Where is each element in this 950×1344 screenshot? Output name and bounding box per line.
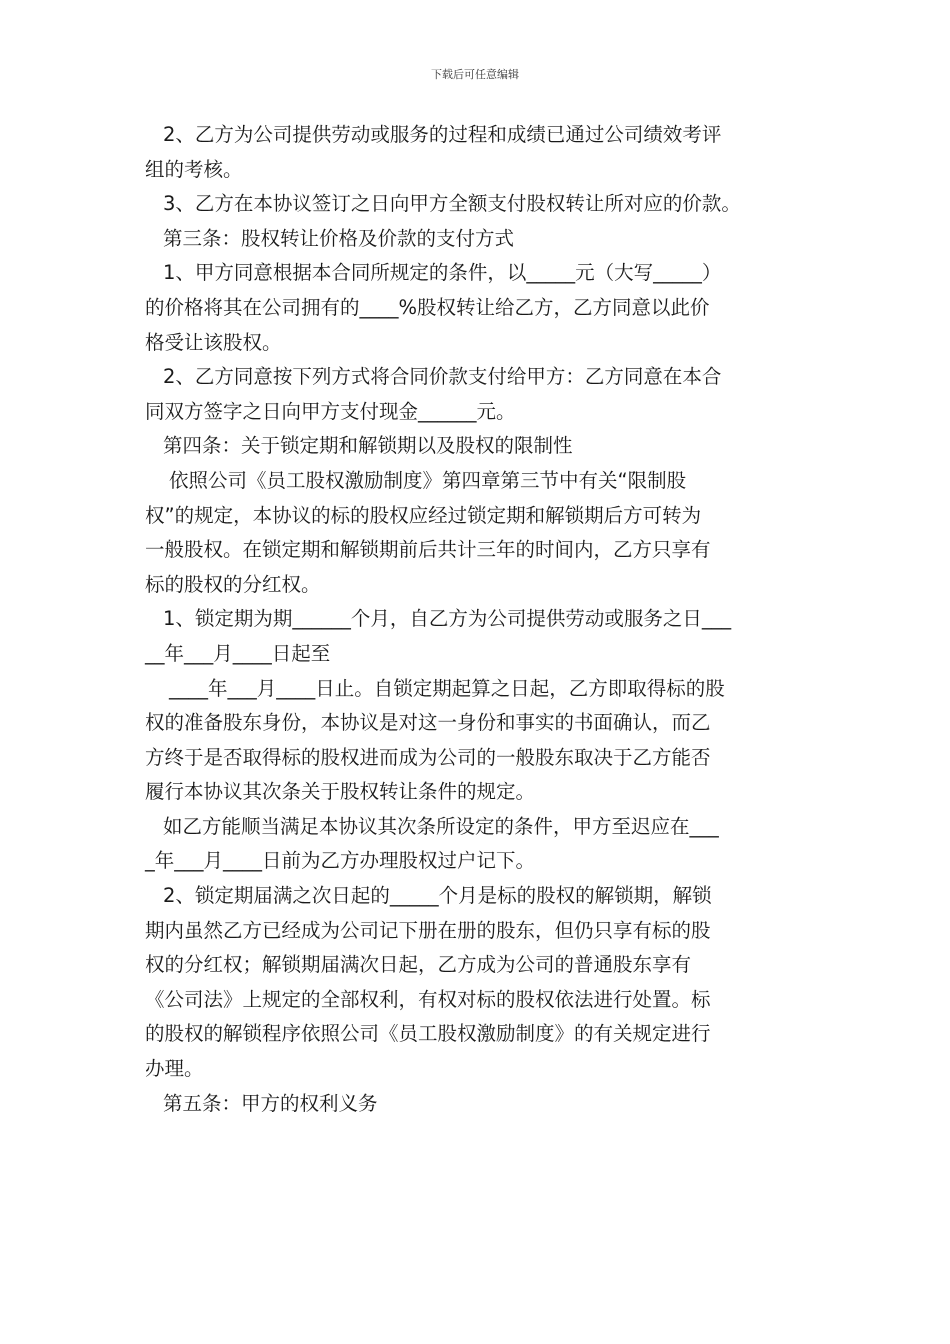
lock-period-line-4: 权的准备股东身份，本协议是对这一身份和事实的书面确认，而乙 (145, 711, 711, 735)
unlock-period-line-3: 权的分红权；解锁期届满次日起，乙方成为公司的普通股东享有 (145, 953, 692, 977)
unlock-period-line-6: 办理。 (145, 1057, 204, 1081)
restriction-paragraph-line-2: 权”的规定，本协议的标的股权应经过锁定期和解锁期后方可转为 (145, 503, 702, 527)
clause-2-line-1: 2、乙方为公司提供劳动或服务的过程和成绩已通过公司绩效考评 (163, 123, 722, 146)
unlock-period-line-4: 《公司法》上规定的全部权利，有权对标的股权依法进行处置。标 (145, 987, 711, 1011)
lock-period-line-6: 履行本协议其次条关于股权转让条件的规定。 (145, 780, 536, 804)
clause-2-line-2: 组的考核。 (145, 157, 243, 181)
lock-period-line-3: ____年___月____日止。自锁定期起算之日起，乙方即取得标的股 (169, 676, 725, 700)
clause-3-line-1: 3、乙方在本协议签订之日向甲方全额支付股权转让所对应的价款。 (163, 192, 741, 216)
unlock-period-line-2: 期内虽然乙方已经成为公司记下册在册的股东，但仍只享有标的股 (145, 918, 711, 942)
transfer-deadline-line-2: _年___月____日前为乙方办理股权过户记下。 (145, 849, 536, 873)
document-body (145, 118, 810, 1121)
lock-period-line-2: __年___月____日起至 (145, 641, 331, 665)
lock-period-line-1: 1、锁定期为期______个月，自乙方为公司提供劳动或服务之日___ (163, 607, 732, 631)
page-header-note: 下载后可任意编辑 (431, 68, 519, 81)
article-3-heading: 第三条：股权转让价格及价款的支付方式 (163, 226, 515, 250)
payment-clause-line-2: 同双方签字之日向甲方支付现金______元。 (145, 399, 516, 423)
lock-period-line-5: 方终于是否取得标的股权进而成为公司的一般股东取决于乙方能否 (145, 745, 711, 769)
transfer-deadline-line-1: 如乙方能顺当满足本协议其次条所设定的条件，甲方至迟应在___ (163, 814, 719, 838)
article-4-heading: 第四条：关于锁定期和解锁期以及股权的限制性 (163, 434, 573, 458)
restriction-paragraph-line-3: 一般股权。在锁定期和解锁期前后共计三年的时间内，乙方只享有 (145, 538, 711, 562)
price-clause-line-1: 1、甲方同意根据本合同所规定的条件，以_____元（大写_____） (163, 261, 722, 285)
unlock-period-line-5: 的股权的解锁程序依照公司《员工股权激励制度》的有关规定进行 (145, 1022, 711, 1046)
restriction-paragraph-line-4: 标的股权的分红权。 (145, 572, 321, 596)
price-clause-line-2: 的价格将其在公司拥有的____%股权转让给乙方，乙方同意以此价 (145, 295, 710, 319)
price-clause-line-3: 格受让该股权。 (145, 330, 282, 354)
payment-clause-line-1: 2、乙方同意按下列方式将合同价款支付给甲方：乙方同意在本合 (163, 365, 722, 389)
unlock-period-line-1: 2、锁定期届满之次日起的_____个月是标的股权的解锁期，解锁 (163, 884, 712, 908)
article-5-heading: 第五条：甲方的权利义务 (163, 1091, 378, 1115)
restriction-paragraph-line-1: 依照公司《员工股权激励制度》第四章第三节中有关“限制股 (169, 468, 687, 492)
